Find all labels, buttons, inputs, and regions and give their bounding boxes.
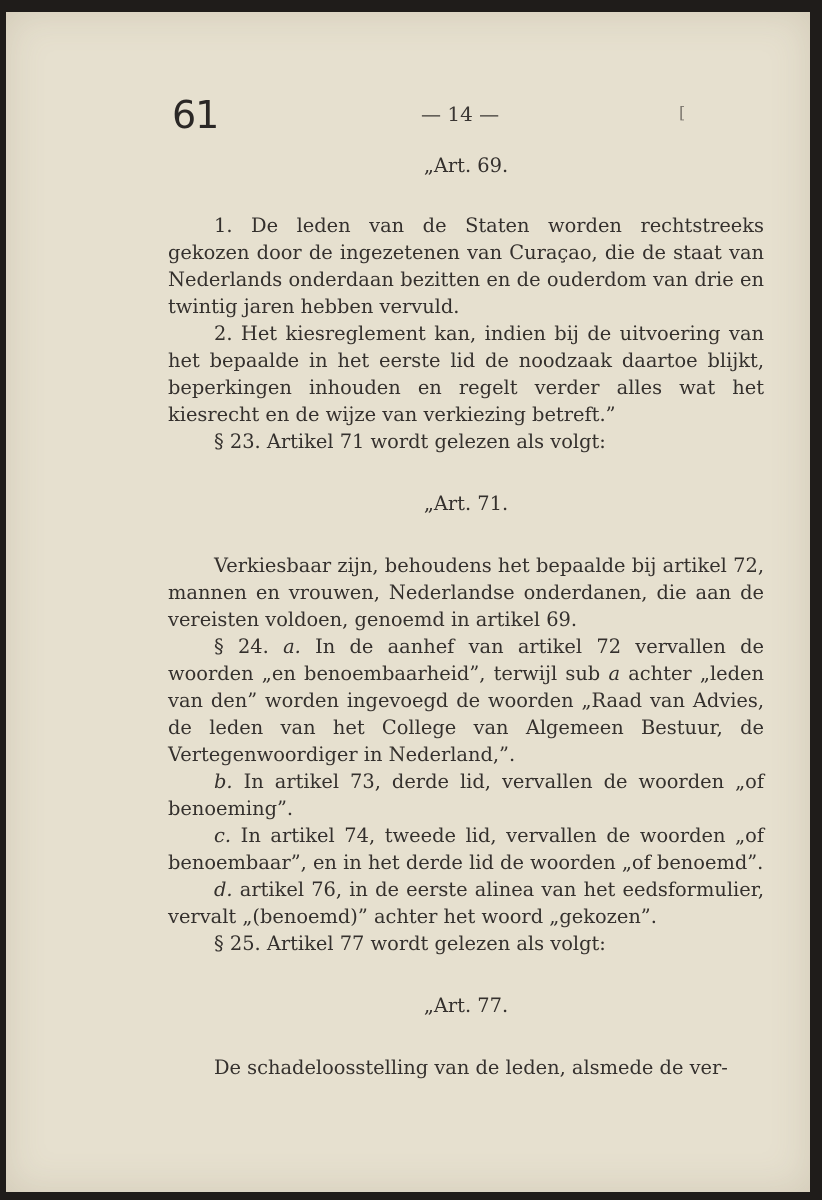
art69-paragraph-1: 1. De leden van de Staten worden rechtstreeks gekozen door de ingezetenen van Curaçao, die de staat van Nederlands onderdaan bezitten en de ouderdom van drie en twintig jaren hebben vervuld. [168,214,764,318]
section-24-a [168,633,764,768]
sub-d-text: artikel 76, in de eerste alinea van het eedsformulier, vervalt „(benoemd)” achter het woord „gekozen”. [168,878,765,928]
article-heading-69: „Art. 69. [423,154,509,177]
sub-a-label: a. [283,635,301,658]
art69-paragraph-2: 2. Het kiesreglement kan, indien bij de uitvoering van het bepaalde in het eerste lid de noodzaak daartoe blijkt, beperkingen inhouden en regelt verder alles wat het kiesrecht en de wijze van verkiezing betreft.” [168,322,764,426]
page-number: — 14 — [421,102,500,126]
sub-c-text: In artikel 74, tweede lid, vervallen de woorden „of benoembaar”, en in het derde lid de woorden „of benoemd”. [168,824,764,874]
section-24-b [168,768,764,822]
sub-c-label: c. [214,824,232,847]
sub-d-label: d. [214,878,233,901]
section-24-d [168,876,764,930]
sub-a-text: In de aanhef van artikel 72 vervallen de woorden „en benoembaarheid”, terwijl sub [168,635,765,685]
sub-b-label: b. [214,770,233,793]
section-25: § 25. Artikel 77 wordt gelezen als volgt: [214,932,606,955]
article-heading-71: „Art. 71. [423,492,509,515]
sub-a-text-2: achter „leden van den” worden ingevoegd de woorden „Raad van Advies, de leden van het College van Algemeen Bestuur, de Vertegenwoordiger in Nederland,”. [168,662,764,766]
section-24-c [168,822,764,876]
art71-paragraph: Verkiesbaar zijn, behoudens het bepaalde bij artikel 72, mannen en vrouwen, Nederlandse onderdanen, die aan de vereisten voldoen, genoemd in artikel 69. [168,554,764,631]
article-heading-77: „Art. 77. [423,994,509,1017]
folio-number: 61 [172,93,219,137]
art77-paragraph-start: De schadeloosstelling van de leden, alsmede de ver- [214,1056,728,1079]
sub-a-italic: a [608,662,621,685]
document-page [6,12,810,1192]
section-24-label: § 24. [214,635,269,658]
section-23: § 23. Artikel 71 wordt gelezen als volgt: [214,430,606,453]
sub-b-text: In artikel 73, derde lid, vervallen de woorden „of benoeming”. [168,770,764,820]
body-text [168,152,764,1081]
margin-mark: [ [679,103,686,122]
